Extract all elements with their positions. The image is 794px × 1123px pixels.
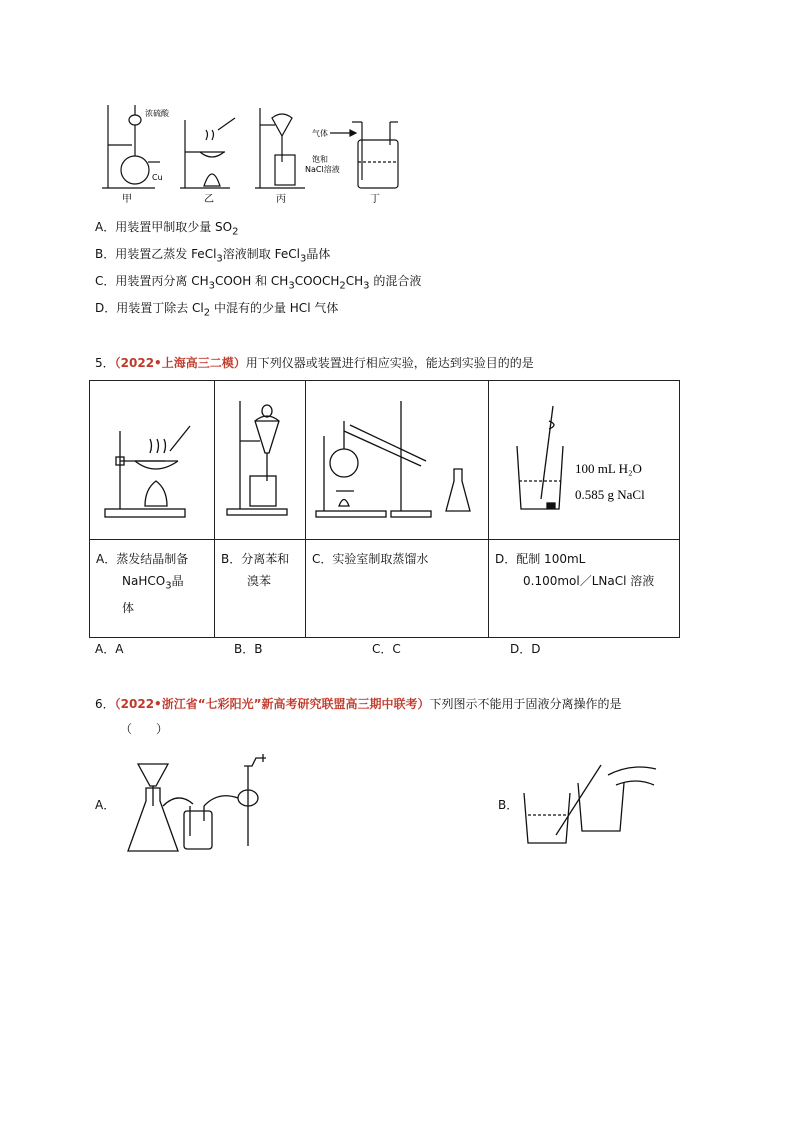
q5-option-table: [89, 380, 680, 638]
q5-cell-c-figure: [306, 381, 489, 540]
q5-answer-b: B．B: [234, 642, 263, 656]
q6-source: （2022•浙江省“七彩阳光”新高考研究联盟高三期中联考）: [114, 697, 430, 711]
decantation-beakers-icon: [516, 755, 666, 850]
q6-stem: [95, 695, 622, 712]
q5-cell-d-caption: D．配制 100mL 0.100mol／LNaCl 溶液: [489, 540, 680, 638]
suction-filtration-icon: [118, 746, 288, 856]
q4-ding-gas-label: 气体: [312, 129, 328, 138]
q5-cell-c-caption: C．实验室制取蒸馏水: [306, 540, 489, 638]
q5-d-water-label: 100 mL H₂O: [575, 461, 642, 476]
q5-number: 5．: [95, 356, 115, 370]
q6-label-b: B．: [498, 798, 519, 812]
q5-cell-a-figure: [90, 381, 215, 540]
q4-jia-acid-label: 浓硫酸: [145, 109, 169, 118]
q6-stem-text: 下列图示不能用于固液分离操作的是: [429, 697, 622, 711]
q6-label-a: A．: [95, 798, 116, 812]
q6-paren: （ ）: [120, 722, 169, 736]
q4-bing-caption: 丙: [276, 194, 286, 205]
q5-stem-text: 用下列仪器或装置进行相应实验，能达到实验目的的是: [245, 356, 534, 370]
q4-ding-solution-2: NaCl溶液: [305, 165, 340, 174]
q5-cell-d-figure: [489, 381, 680, 540]
q4-jia-cu-label: Cu: [152, 173, 163, 182]
q5-source: （2022•上海高三二模）: [114, 356, 246, 370]
q4-option-d: D．用装置丁除去 $Cl_2$ 中混有的少量 HCl 气体: [95, 301, 339, 319]
q4-figure-row: [100, 100, 400, 210]
q4-apparatus-diagrams: [100, 100, 400, 210]
q4-ding-caption: 丁: [370, 194, 380, 205]
q5-cell-b-caption: B．分离苯和 溴苯: [215, 540, 306, 638]
beaker-solution-icon: [489, 381, 679, 539]
q5-cell-b-figure: [215, 381, 306, 540]
q5-answer-a: A．A: [95, 642, 124, 656]
q4-yi-caption: 乙: [204, 194, 214, 205]
q4-option-c: C．用装置丙分离 $CH_3COOH$ 和 $CH_3COOCH_2CH_3$ 的混合液: [95, 274, 422, 292]
distillation-apparatus-icon: [306, 381, 488, 539]
evaporation-apparatus-icon: [90, 381, 214, 539]
q5-answer-c: C．C: [372, 642, 401, 656]
q5-d-salt-label: 0.585 g NaCl: [575, 487, 645, 502]
q6-number: 6．: [95, 697, 115, 711]
separatory-funnel-icon: [215, 381, 305, 539]
q4-option-b: B．用装置乙蒸发 FeCl$_3$溶液制取 FeCl$_3$晶体: [95, 247, 331, 265]
q5-cell-a-caption: A．蒸发结晶制备 NaHCO$_3$晶 体: [90, 540, 215, 638]
q6-figure-b: [516, 755, 666, 850]
q5-stem: [95, 354, 534, 371]
q6-figure-a: [118, 746, 288, 856]
q5-answer-d: D．D: [510, 642, 541, 656]
q4-ding-solution-1: 饱和: [312, 155, 328, 164]
q4-jia-caption: 甲: [122, 194, 132, 205]
q4-option-a: A．用装置甲制取少量 $SO_2$: [95, 220, 239, 238]
